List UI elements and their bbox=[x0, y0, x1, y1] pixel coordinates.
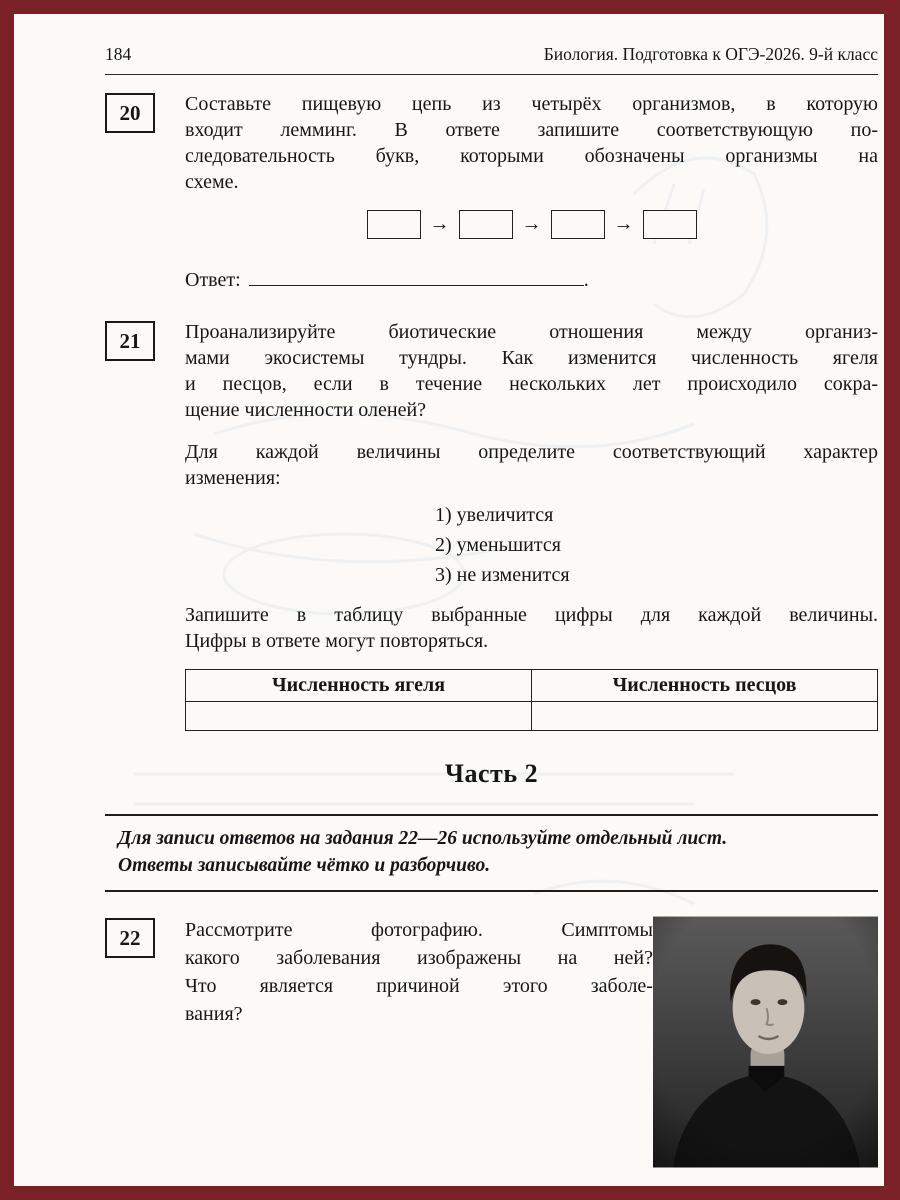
chain-box bbox=[367, 210, 421, 239]
chain-box bbox=[551, 210, 605, 239]
part-2-instruction-box bbox=[105, 814, 878, 892]
answer-cell-pestsov bbox=[532, 702, 878, 731]
question-22-text: Рассмотрите фотографию. Симптомы какого заболевания изображены на ней? Что является причиной этого заболе- вания? bbox=[185, 919, 653, 1025]
chain-box bbox=[643, 210, 697, 239]
option-2: 2) уменьшится bbox=[435, 534, 561, 556]
question-22 bbox=[105, 916, 878, 1168]
answer-period: . bbox=[583, 269, 589, 291]
question-21-text: Проанализируйте биотические отношения между организ- мами экосистемы тундры. Как изменится численность ягеля и песцов, если в течение нескольких лет происходило сокра- щение численности оленей? bbox=[185, 321, 878, 421]
part-2-heading: Часть 2 bbox=[444, 759, 539, 788]
question-21-instruction: Запишите в таблицу выбранные цифры для каждой величины. Цифры в ответе могут повторяться. bbox=[185, 604, 878, 652]
answer-label: Ответ: bbox=[185, 269, 241, 291]
food-chain-diagram bbox=[185, 210, 878, 239]
page-header bbox=[105, 44, 878, 75]
question-21-task: Для каждой величины определите соответствующий характер изменения: bbox=[185, 441, 878, 489]
question-22-number: 22 bbox=[105, 918, 155, 958]
question-21 bbox=[105, 319, 878, 731]
patient-photo bbox=[653, 916, 878, 1168]
table-answer-row bbox=[186, 702, 878, 731]
option-3: 3) не изменится bbox=[435, 564, 570, 586]
question-21-number: 21 bbox=[105, 321, 155, 361]
instruction-line: Для записи ответов на задания 22—26 используйте отдельный лист. bbox=[118, 828, 728, 849]
question-20-text: Составьте пищевую цепь из четырёх организмов, в которую входит лемминг. В ответе запишите соответствующую по- следовательность букв, которыми обозначены организмы на схеме. bbox=[185, 93, 878, 193]
answer-cell-yagel bbox=[186, 702, 532, 731]
answer-row bbox=[185, 264, 878, 292]
book-page bbox=[14, 14, 884, 1186]
arrow-right-icon: → bbox=[613, 213, 634, 235]
change-options-list bbox=[435, 500, 878, 590]
option-1: 1) увеличится bbox=[435, 504, 554, 526]
page-number: 184 bbox=[105, 44, 132, 64]
column-header-yagel: Численность ягеля bbox=[186, 670, 532, 702]
question-20 bbox=[105, 91, 878, 292]
question-20-number: 20 bbox=[105, 93, 155, 133]
running-title: Биология. Подготовка к ОГЭ-2026. 9-й класс bbox=[543, 44, 878, 64]
table-header-row bbox=[186, 670, 878, 702]
instruction-line: Ответы записывайте чётко и разборчиво. bbox=[118, 855, 491, 876]
q21-answer-table bbox=[185, 669, 878, 731]
chain-box bbox=[459, 210, 513, 239]
column-header-pestsov: Численность песцов bbox=[532, 670, 878, 702]
answer-blank-line bbox=[249, 264, 584, 286]
arrow-right-icon: → bbox=[429, 213, 450, 235]
arrow-right-icon: → bbox=[521, 213, 542, 235]
